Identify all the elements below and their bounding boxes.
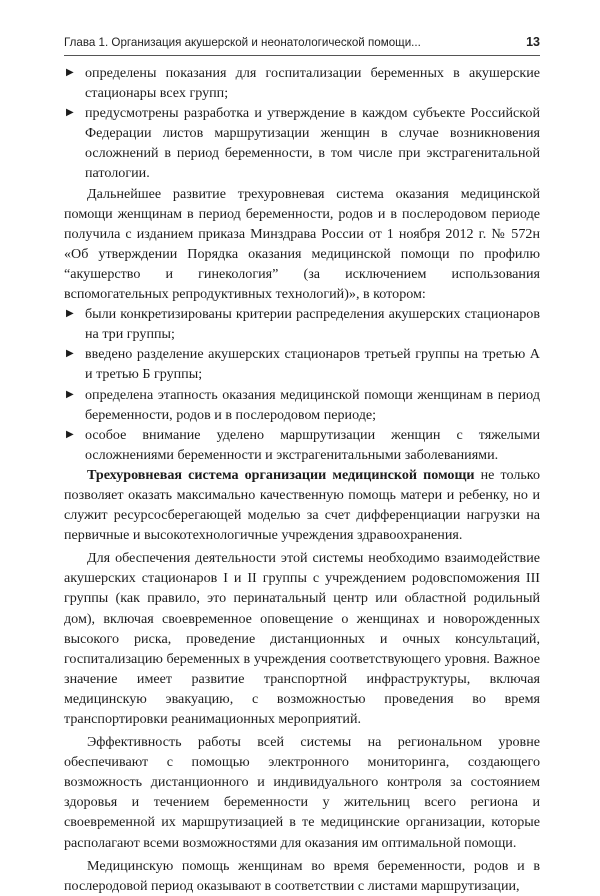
paragraph: Трехуровневая система организации медицинской помощи не только позволяет оказать максимально качественную помощь матери и ребенку, но и служит ресурсосберегающей моделью за счет дифференциации нагрузки на первичные и высокотехнологичные учреждения здравоохранения. [64,466,540,544]
triangle-bullet-icon: ▶ [66,348,74,360]
bullet-list-2 [64,304,540,465]
chapter-title: Глава 1. Организация акушерской и неонатологической помощи... [64,36,421,49]
triangle-bullet-icon: ▶ [66,308,74,320]
list-item: ▶ предусмотрены разработка и утверждение в каждом субъекте Российской Федерации листов маршрутизации женщин в случае возникновения осложнений в период беременности, в том числе при экстрагенитальной патологии. [66,105,540,182]
list-item: ▶ определены показания для госпитализации беременных в акушерские стационары всех групп; [66,65,540,102]
paragraph: Эффективность работы всей системы на региональном уровне обеспечивают с помощью электронного мониторинга, создающего возможность дистанционного и индивидуального контроля за состоянием здоровья и течением беременности у жительниц всего региона и своевременной их маршрутизацией в те медицинские организации, которые располагают всеми возможностями для оказания им оптимальной помощи. [64,734,540,851]
triangle-bullet-icon: ▶ [66,67,74,78]
bullet-list-1 [64,63,540,184]
triangle-bullet-icon: ▶ [66,388,74,400]
body-text [64,63,540,896]
list-item: ▶ введено разделение акушерских стационаров третьей группы на третью А и третью Б группы; [66,346,540,383]
header-rule [64,55,540,56]
list-item: ▶ определена этапность оказания медицинской помощи женщинам в период беременности, родов и в послеродовом периоде; [66,386,540,423]
page-number: 13 [526,35,540,49]
triangle-bullet-icon: ▶ [66,107,74,119]
list-item: ▶ особое внимание уделено маршрутизации женщин с тяжелыми осложнениями беременности и экстрагенитальными заболеваниями. [66,426,540,463]
paragraph: Дальнейшее развитие трехуровневая система оказания медицинской помощи женщинам в период беременности, родов и в послеродовом периоде получила с изданием приказа Минздрава России от 1 ноября 2012 г. № 572н «Об утверждении Порядка оказания медицинской помощи по профилю “акушерство и гинекология” (за исключением использования вспомогательных репродуктивных технологий)», в котором: [64,185,540,303]
running-header [64,35,540,49]
bold-lead-in: Трехуровневая система организации медицинской помощи [87,466,475,483]
triangle-bullet-icon: ▶ [66,428,74,440]
paragraph: Для обеспечения деятельности этой системы необходимо взаимодействие акушерских стационаров I и II группы с учреждением родовспоможения III группы (как правило, это перинатальный центр или областной родильный дом), включая своевременное оповещение о женщинах и новорожденных высокого риска, проведение дистанционных и очных консультаций, госпитализацию беременных в учреждения соответствующего уровня. Важное значение имеет развитие транспортной инфраструктуры, включая медицинскую эвакуацию, с возможностью проведения во время транспортировки реанимационных мероприятий. [64,550,540,727]
paragraph: Медицинскую помощь женщинам во время беременности, родов и в послеродовой период оказывают в соответствии с листами маршрутизации, [64,857,540,894]
list-item: ▶ были конкретизированы критерии распределения акушерских стационаров на три группы; [66,306,540,343]
